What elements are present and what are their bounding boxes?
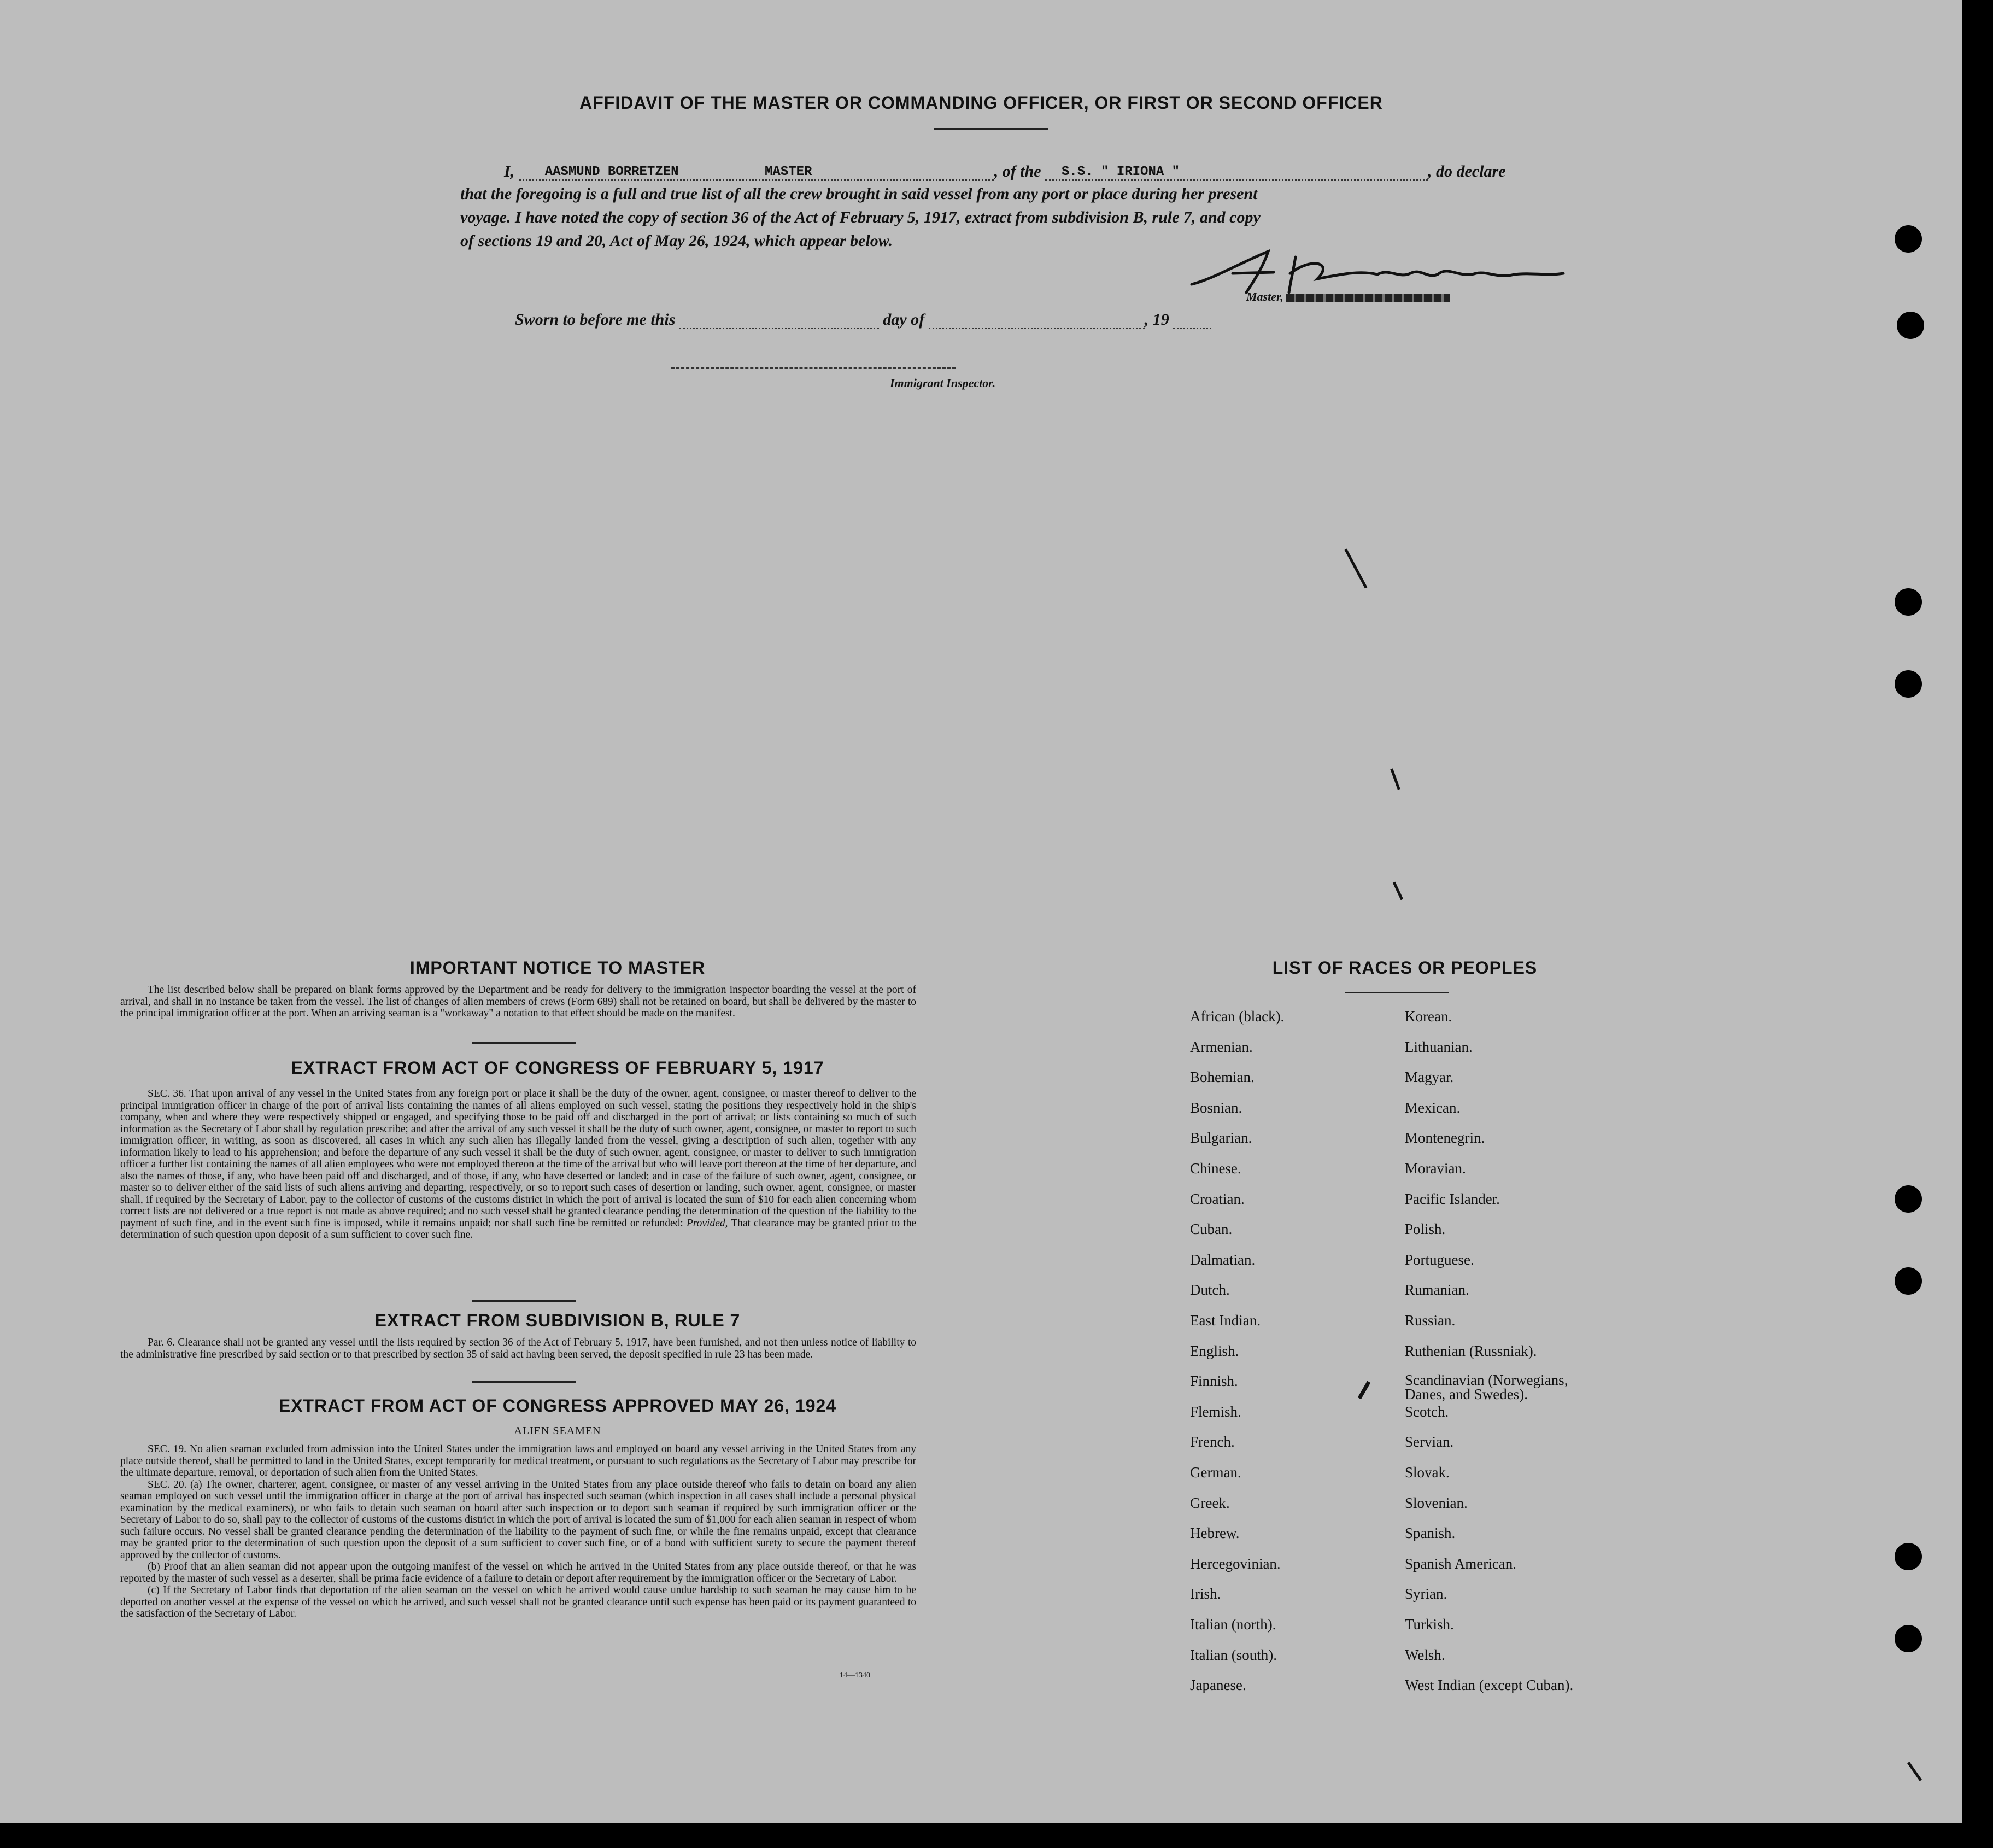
title-underline (934, 128, 1048, 130)
race-entry: Italian (south). (1190, 1646, 1277, 1663)
inspector-label: Immigrant Inspector. (890, 376, 996, 390)
alien-seamen-subtitle: ALIEN SEAMEN (514, 1425, 601, 1437)
section-20c-text: (c) If the Secretary of Labor finds that deportation of the alien seaman on the vessel on which he arrived would cause undue hardship to such seaman he may cause him to be deported on another vessel at the expense of the vessel on which he arrived, and such vessel shall not be granted clearance until such expense has been paid or its payment guaranteed to the satisfaction of the Secretary of Labor. (120, 1584, 916, 1619)
section-19-text: SEC. 19. No alien seaman excluded from admission into the United States under the immigration laws and employed on board any vessel arriving in the United States from any place outside thereof, shall be permitted to land in the United States, except temporarily for medical treatment, or pursuant to such regulations as the Secretary of Labor may prescribe for the ultimate departure, removal, or deportation of such alien from the United States. (120, 1443, 916, 1478)
divider-1 (472, 1042, 576, 1044)
race-entry: Moravian. (1405, 1160, 1466, 1177)
sworn-day-field (679, 313, 879, 329)
race-entry: Bosnian. (1190, 1099, 1242, 1116)
race-entry: Pacific Islander. (1405, 1190, 1500, 1207)
rule-7-title: EXTRACT FROM SUBDIVISION B, RULE 7 (374, 1311, 741, 1330)
race-entry: Korean. (1405, 1008, 1452, 1025)
master-name-field (519, 161, 994, 181)
rule-7-body (120, 1337, 916, 1360)
race-entry: Turkish. (1405, 1616, 1454, 1633)
master-signature-label (1246, 290, 1450, 304)
section-36-text (120, 1088, 916, 1241)
notice-text: The list described below shall be prepared on blank forms approved by the Department and be ready for delivery to the immigration inspector boarding the vessel at the port of arrival, and shall in no instance be taken from the vessel. The list of changes of alien members of crews (Form 689) shall not be retained on board, but shall be delivered by the master to the principal immigration officer at the port. When an arriving seaman is a "workaway" a notation to that effect should be made on the manifest. (120, 984, 916, 1019)
race-entry: Hercegovinian. (1190, 1555, 1281, 1572)
race-entry: Slovak. (1405, 1464, 1450, 1481)
punch-hole (1895, 1625, 1922, 1652)
extract-1917-body (120, 1088, 916, 1241)
form-number: 14—1340 (840, 1671, 870, 1680)
race-entry: Ruthenian (Russniak). (1405, 1342, 1537, 1359)
stray-mark (1393, 882, 1403, 900)
race-entry: Spanish American. (1405, 1555, 1516, 1572)
stray-mark (1345, 549, 1368, 589)
punch-hole (1897, 312, 1924, 339)
stray-mark (1358, 1381, 1371, 1400)
race-entry: Irish. (1190, 1586, 1221, 1603)
race-entry: Portuguese. (1405, 1251, 1474, 1268)
race-entry: Croatian. (1190, 1190, 1245, 1207)
race-entry: Finnish. (1190, 1373, 1238, 1390)
sworn-year-field (1173, 313, 1211, 329)
affidavit-body-line-3: of sections 19 and 20, Act of May 26, 1924, which appear below. (460, 232, 893, 250)
race-entry: Hebrew. (1190, 1525, 1240, 1542)
stray-mark (1390, 768, 1400, 790)
race-entry: Italian (north). (1190, 1616, 1276, 1633)
race-entry: Slovenian. (1405, 1494, 1468, 1511)
struck-out-title (1286, 294, 1450, 302)
race-entry: Montenegrin. (1405, 1130, 1485, 1147)
punch-hole (1895, 670, 1922, 698)
race-entry: Chinese. (1190, 1160, 1241, 1177)
punch-hole (1895, 225, 1922, 253)
notice-body (120, 984, 916, 1020)
punch-hole (1895, 1267, 1922, 1295)
year-label: , 19 (1144, 311, 1169, 329)
sworn-label: Sworn to before me this (515, 311, 676, 329)
race-entry: German. (1190, 1464, 1241, 1481)
race-entry: Dalmatian. (1190, 1251, 1256, 1268)
vessel-name: S.S. " IRIONA " (1062, 165, 1180, 179)
race-entry: West Indian (except Cuban). (1405, 1677, 1574, 1694)
divider-2 (472, 1300, 576, 1302)
race-entry: Rumanian. (1405, 1282, 1469, 1299)
race-entry: Magyar. (1405, 1069, 1454, 1086)
punch-hole (1895, 588, 1922, 616)
affidavit-title: AFFIDAVIT OF THE MASTER OR COMMANDING OFFICER, OR FIRST OR SECOND OFFICER (579, 93, 1383, 113)
race-entry: Armenian. (1190, 1038, 1253, 1055)
notice-title: IMPORTANT NOTICE TO MASTER (409, 958, 706, 978)
master-label: Master, (1246, 290, 1283, 303)
sworn-line (515, 311, 1211, 329)
race-entry: Greek. (1190, 1494, 1230, 1511)
races-title: LIST OF RACES OR PEOPLES (1272, 958, 1538, 978)
section-20a-text: SEC. 20. (a) The owner, charterer, agent, consignee, or master of any vessel arriving in the United States from any place outside thereof who fails to detain on board any alien seaman employed on such vessel until the immigration officer in charge at the port of arrival has inspected such seaman (which inspection in all cases shall include a personal physical examination by the medical examiners), or who fails to detain such seaman on board after such inspection or to deport such seaman if required by such immigration officer or the Secretary of Labor to do so, shall pay to the collector of customs of the customs district in which the port of arrival is located the sum of $1,000 for each alien seaman in respect of whom such failure occurs. No vessel shall be granted clearance pending the determination of the liability to the payment of such fine, or while the fine remains unpaid, except that clearance may be granted prior to the determination of such question upon the deposit of a sum sufficient to cover such fine, or of a bond with sufficient surety to secure the payment thereof approved by the collector of customs. (120, 1478, 916, 1561)
rule-7-text: Par. 6. Clearance shall not be granted any vessel until the lists required by section 36 of the Act of February 5, 1917, have been furnished, and not then unless notice of liability to the administrative fine prescribed by said section or to that prescribed by section 35 of said act having been served, the deposit specified in rule 23 has been made. (120, 1337, 916, 1360)
section-20b-text: (b) Proof that an alien seaman did not appear upon the outgoing manifest of the vessel on which he arrived in the United States from any place outside thereof, or that he was reported by the master of such vessel as a deserter, shall be prima facie evidence of a failure to detain or deport after requirement by the immigration officer or the Secretary of Labor. (120, 1561, 916, 1584)
race-entry: Scandinavian (Norwegians, Danes, and Swedes). (1405, 1372, 1568, 1403)
race-entry: Mexican. (1405, 1099, 1461, 1116)
race-entry: Syrian. (1405, 1586, 1447, 1603)
declare-label: , do declare (1428, 162, 1506, 180)
day-of-label: day of (883, 311, 925, 329)
affidavit-body-line-2: voyage. I have noted the copy of section 36 of the Act of February 5, 1917, extract from subdivision B, rule 7, and copy (460, 208, 1261, 226)
intro-i: I, (504, 162, 515, 180)
race-entry: Russian. (1405, 1312, 1456, 1329)
divider-3 (472, 1381, 576, 1383)
vessel-name-field (1045, 161, 1428, 181)
inspector-signature-line (671, 367, 956, 369)
sworn-month-field (929, 313, 1145, 329)
punch-hole (1895, 1185, 1922, 1213)
master-rank: MASTER (765, 165, 812, 179)
race-entry: Cuban. (1190, 1221, 1233, 1238)
affidavit-line-1 (504, 161, 1505, 181)
race-entry: Bulgarian. (1190, 1130, 1252, 1147)
proviso-text: That clearance may be granted prior to the determination of such question upon deposit of a sum sufficient to cover such fine. (120, 1217, 916, 1241)
race-entry: Servian. (1405, 1434, 1454, 1451)
race-entry: Scotch. (1405, 1403, 1449, 1420)
race-entry: Bohemian. (1190, 1069, 1255, 1086)
of-the-label: , of the (994, 162, 1041, 180)
stray-mark (1907, 1762, 1922, 1781)
race-entry: Flemish. (1190, 1403, 1241, 1420)
extract-1924-body (120, 1443, 916, 1620)
race-entry: Polish. (1405, 1221, 1446, 1238)
punch-hole (1895, 1543, 1922, 1570)
section-36-main: SEC. 36. That upon arrival of any vessel in the United States from any foreign port or place it shall be the duty of the owner, agent, consignee, or master thereof to deliver to the principal immigration officer in charge of the port of arrival lists containing the names of all aliens employed on such vessel, stating the positions they respectively hold in the ship's company, when and where they were respectively shipped or engaged, and specifying those to be paid off and discharged in the port of arrival; or lists containing so much of such information as the Secretary of Labor shall by regulation prescribe; and after the arrival of any such vessel it shall be the duty of such owner, agent, consignee, or master to report to such immigration officer, in writing, as soon as discovered, all cases in which any such alien has illegally landed from the vessel, giving a description of such alien, together with any information likely to lead to his apprehension; and before the departure of any such vessel it shall be the duty of such owner, agent, consignee, or master to deliver to such immigration officer a further list containing the names of all alien employees who were not employed thereon at the time of the arrival but who will leave port thereon at the time of her departure, and also the names of those, if any, who have been paid off and discharged, and of those, if any, who have deserted or landed; and in case of the failure of such owner, agent, consignee, or master so to deliver either of the said lists of such aliens arriving and departing, respectively, or so to report such cases of desertion or landing, such owner, agent, consignee, or master shall, if required by the Secretary of Labor, pay to the collector of customs of the customs district in which the port of arrival is located the sum of $10 for each alien concerning whom correct lists are not delivered or a true report is not made as above required; and no such vessel shall be granted clearance pending the determination of the question of the liability to the payment of such fine, and in the event such fine is imposed, while it remains unpaid; nor shall such fine be remitted or refunded: (120, 1088, 916, 1229)
races-divider (1345, 992, 1449, 993)
race-entry: Dutch. (1190, 1282, 1230, 1299)
master-name: AASMUND BORRETZEN (544, 165, 679, 179)
extract-1924-title: EXTRACT FROM ACT OF CONGRESS APPROVED MAY 26, 1924 (278, 1396, 837, 1416)
extract-1917-title: EXTRACT FROM ACT OF CONGRESS OF FEBRUARY 5, 1917 (291, 1058, 824, 1078)
race-entry: Japanese. (1190, 1677, 1246, 1694)
race-entry: Welsh. (1405, 1646, 1445, 1663)
affidavit-body-line-1: that the foregoing is a full and true list of all the crew brought in said vessel from any port or place during her present (460, 185, 1258, 203)
proviso-label: Provided, (686, 1217, 728, 1229)
race-entry: African (black). (1190, 1008, 1285, 1025)
race-entry: Spanish. (1405, 1525, 1456, 1542)
race-entry: Lithuanian. (1405, 1038, 1473, 1055)
race-entry: English. (1190, 1342, 1239, 1359)
race-entry: French. (1190, 1434, 1235, 1451)
race-entry: East Indian. (1190, 1312, 1261, 1329)
